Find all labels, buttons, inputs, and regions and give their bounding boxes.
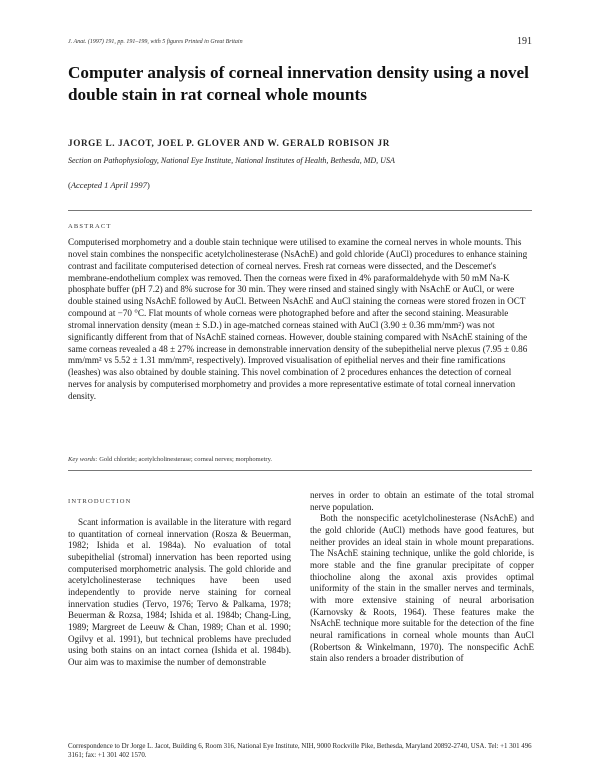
abstract-heading: ABSTRACT [68,223,112,230]
author-affiliation: Section on Pathophysiology, National Eye Institute, National Institutes of Health, Bethesda, MD, USA [68,156,395,165]
introduction-right-paragraph-2: Both the nonspecific acetylcholinesterase (NsAchE) and the gold chloride (AuCl) methods have good features, but neither provides an ideal stain in whole mount preparations. The NsAchE staining technique, unlike the gold chloride, is more stable and the fine granular precipitate of copper thiocholine along the axonal axis provides optimal uniformity of the stain in the smaller nerves and terminals, with more extensive staining of neural arborisation (Karnovsky & Roots, 1964). These features make the NsAchE technique more suitable for the detection of the fine neural ramifications in corneal whole mounts than AuCl (Robertson & Winkelmann, 1970). The nonspecific AchE stain also renders a broader distribution of [310,513,534,664]
accepted-close-paren: ) [146,180,150,190]
divider-bottom [68,470,532,471]
introduction-heading: INTRODUCTION [68,498,132,505]
divider-top [68,210,532,211]
accepted-open-paren: ( [68,180,71,190]
correspondence-footnote: Correspondence to Dr Jorge L. Jacot, Building 6, Room 316, National Eye Institute, NIH, 9000 Rockville Pike, Bethesda, Maryland 20892-2740, USA. Tel: +1 301 496 3161; fax: +1 301 402 1570. [68,743,532,760]
introduction-right-paragraph-1: nerves in order to obtain an estimate of the total stromal nerve population. [310,490,534,512]
abstract-text: Computerised morphometry and a double stain technique were utilised to examine the corneal nerves in whole mounts. This novel stain combines the nonspecific acetylcholinesterase (NsAchE) and gold chloride (AuCl) procedures to enhance staining contrast and facilitate computerised detection of corneal nerves. Fresh rat corneas were dissected, and the Descemet's membrane-endothelium complex was removed. Then the corneas were fixed in 4% paraformaldehyde with 50 mM Na-K phosphate buffer (pH 7.2) and 8% sucrose for 30 min. They were rinsed and stained singly with NsAchE or AuCl, or were double stained using NsAchE followed by AuCl. Between NsAchE and AuCl staining the corneas were stored frozen in OCT compound at −70 °C. Flat mounts of whole corneas were photographed before and after the second staining. Measurable stromal innervation density (mean ± S.D.) in age-matched corneas stained with AuCl (3.90 ± 0.36 mm/mm²) was not significantly different from that of NsAchE stained corneas. However, double staining compared with NsAchE staining of the same corneas revealed a 48 ± 27% increase in demonstrable innervation density of the subepithelial nerve plexus (7.95 ± 0.86 mm/mm² vs 5.52 ± 1.31 mm/mm², respectively). Improved visualisation of epithelial nerves and their fine ramifications (leashes) was also obtained by double staining. This novel combination of 2 procedures enhances the detection of corneal nerves for analysis by computerised morphometry and provides a more representative estimate of total corneal innervation density. [68,237,528,401]
article-title: Computer analysis of corneal innervation density using a novel double stain in rat corneal whole mounts [68,63,529,104]
accepted-date [68,180,538,190]
author-list: JORGE L. JACOT, JOEL P. GLOVER AND W. GERALD ROBISON JR [68,138,390,148]
keywords-line [68,456,534,463]
journal-citation-line: J. Anat. (1997) 191, pp. 191–199, with 5 figures Printed in Great Britain [68,39,243,45]
keywords-label: Key words: [68,456,98,463]
introduction-right-column [310,490,534,665]
keywords-text: Gold chloride; acetylcholinesterase; corneal nerves; morphometry. [99,456,273,463]
accepted-label: Accepted 1 April 1997 [70,180,147,190]
page-number: 191 [517,36,532,47]
introduction-left-column: Scant information is available in the literature with regard to quantitation of corneal innervation (Rosza & Beuerman, 1982; Ishida et al. 1984a). No evaluation of total subepithelial (stromal) innervation has been reported using computerised morphometric analysis. The gold chloride and acetylcholinesterase techniques have been used independently to provide nerve staining for corneal innervation studies (Tervo, 1976; Tervo & Palkama, 1978; Beuerman & Rozsa, 1984; Ishida et al. 1984b; Chang-Ling, 1989; Margreet de Leeuw & Chan, 1989; Chan et al. 1990; Ogilvy et al. 1991), but technical problems have precluded using both stains on an intact cornea (Ishida et al. 1984b). Our aim was to maximise the number of demonstrable [68,517,291,667]
